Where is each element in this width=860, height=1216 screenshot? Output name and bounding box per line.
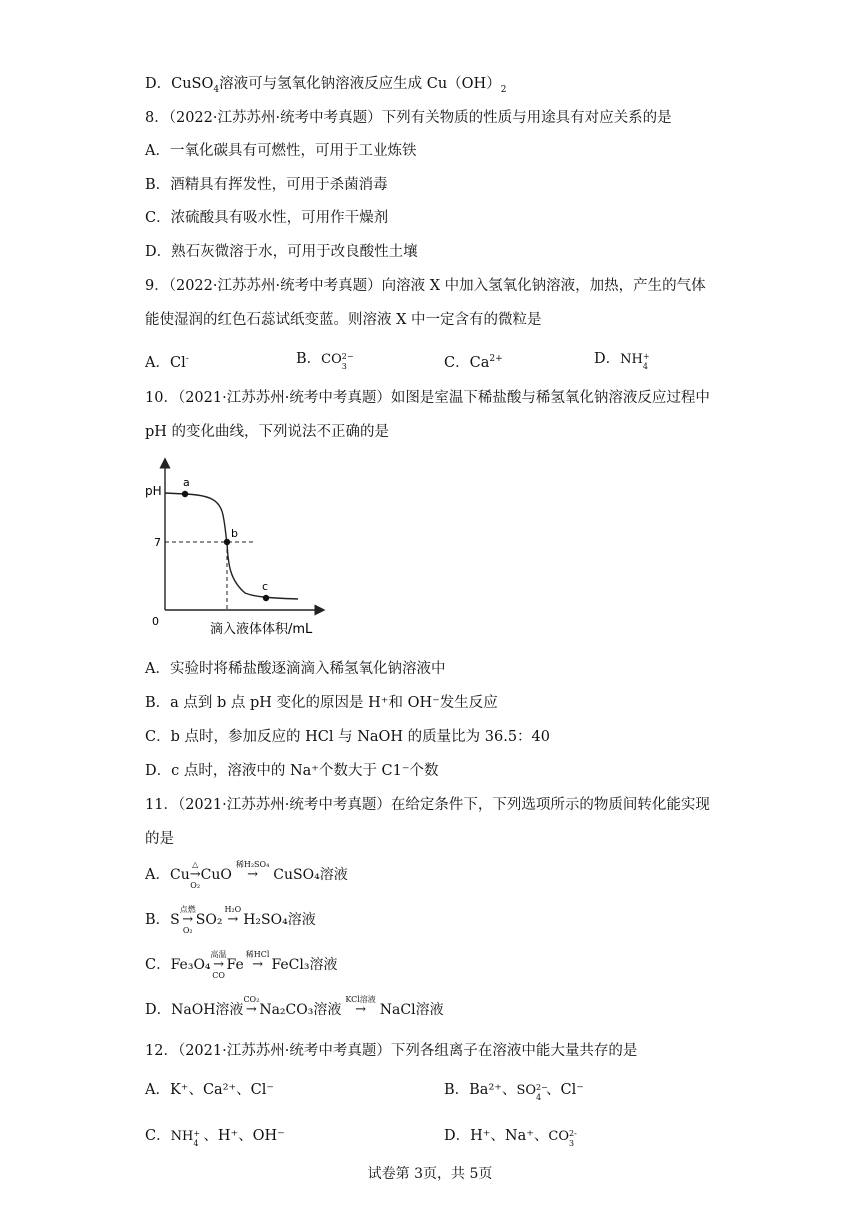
q10-option-b: B．a 点到 b 点 pH 变化的原因是 H⁺和 OH⁻发生反应	[145, 695, 498, 711]
q11-option-b: B．S 点燃 → O₂ SO₂ H₂O → H₂SO₄溶液	[145, 905, 316, 935]
q12-stem: 12．（2021·江苏苏州·统考中考真题）下列各组离子在溶液中能大量共存的是	[145, 1043, 638, 1059]
q9-option-a: A．Cl-	[145, 354, 189, 371]
y-tick-7: 7	[154, 536, 161, 549]
q8-option-b: B．酒精具有挥发性，可用于杀菌消毒	[145, 177, 388, 193]
q12-option-a: A．K⁺、Ca²⁺、Cl⁻	[145, 1082, 275, 1098]
q11-option-a: A．Cu △ → O₂ CuO 稀H₂SO₄ → CuSO₄溶液	[145, 860, 348, 890]
q12-option-d: D．H⁺、Na⁺、CO 2- 3	[444, 1128, 577, 1148]
q10-option-a: A．实验时将稀盐酸逐滴滴入稀氢氧化钠溶液中	[145, 661, 446, 677]
q12-option-b: B．Ba²⁺、SO 2− 4 、Cl⁻	[444, 1082, 584, 1102]
q11-option-c: C．Fe₃O₄ 高温 → CO Fe 稀HCl → FeCl₃溶液	[145, 950, 338, 980]
origin-label: 0	[152, 615, 159, 628]
q11-stem-line1: 11．（2021·江苏苏州·统考中考真题）在给定条件下，下列选项所示的物质间转化能实现	[145, 797, 710, 813]
q10-option-c: C．b 点时，参加反应的 HCl 与 NaOH 的质量比为 36.5：40	[145, 729, 551, 745]
point-a	[182, 491, 188, 497]
q10-stem-line2: pH 的变化曲线，下列说法不正确的是	[145, 424, 390, 440]
q7-option-d: D．CuSO$_4$溶液可与氢氧化钠溶液反应生成 $Cu(OH)_2$	[145, 76, 507, 95]
y-axis-label: pH	[145, 484, 162, 498]
point-c-label: c	[262, 580, 269, 593]
point-b	[224, 539, 230, 545]
q9-option-c: C．$Ca^{2+}$	[444, 354, 503, 371]
q8-option-c: C．浓硫酸具有吸水性，可用作干燥剂	[145, 210, 389, 226]
q12-option-c: C．NH + 4 、H⁺、OH⁻	[145, 1128, 285, 1148]
q11-stem-line2: 的是	[145, 831, 174, 847]
q10-stem-line1: 10．（2021·江苏苏州·统考中考真题）如图是室温下稀盐酸与稀氢氧化钠溶液反应过程中	[145, 390, 710, 406]
q8-stem: 8．（2022·江苏苏州·统考中考真题）下列有关物质的性质与用途具有对应关系的是	[145, 110, 672, 126]
ph-curve-chart	[140, 455, 340, 640]
x-axis-label: 滴入液体体积/mL	[210, 622, 313, 637]
q9-stem-line1: 9．（2022·江苏苏州·统考中考真题）向溶液 X 中加入氢氧化钠溶液，加热，产生的气体	[145, 278, 706, 294]
q9-stem-line2: 能使湿润的红色石蕊试纸变蓝。则溶液 X 中一定含有的微粒是	[145, 312, 542, 328]
point-c	[263, 595, 269, 601]
q11-option-d: D．NaOH溶液 CO₂ → Na₂CO₃溶液 KCl溶液 → NaCl溶液	[145, 995, 444, 1018]
point-b-label: b	[231, 527, 238, 540]
ph-curve	[165, 493, 298, 599]
page-footer: 试卷第 3页，共 5页	[367, 1166, 493, 1182]
q9-option-b: B．CO 2− 3	[296, 351, 354, 371]
point-a-label: a	[183, 476, 190, 489]
q9-option-d: D．NH + 4	[594, 351, 650, 371]
q10-option-d: D．c 点时，溶液中的 Na⁺个数大于 C1⁻个数	[145, 763, 439, 779]
q8-option-a: A．一氧化碳具有可燃性，可用于工业炼铁	[145, 143, 417, 159]
q8-option-d: D．熟石灰微溶于水，可用于改良酸性土壤	[145, 244, 418, 260]
